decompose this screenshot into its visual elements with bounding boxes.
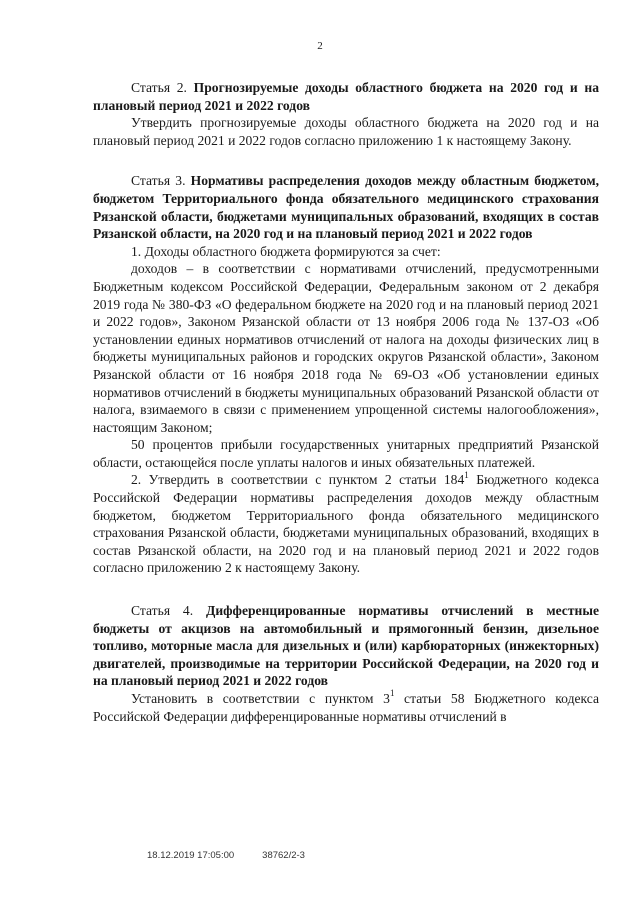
article-3-paragraph-3: 50 процентов прибыли государственных унитарных предприятий Рязанской области, остающейся после уплаты налогов и иных обязательных платежей.: [93, 437, 599, 470]
article-3-p4-superscript: 1: [464, 469, 469, 480]
article-4-p1-after: статьи 58 Бюджетного кодекса Российской Федерации дифференцированные нормативы отчислений в: [93, 691, 600, 724]
article-3-paragraph-4: [93, 471, 599, 577]
article-4-p1-before: Установить в соответствии с пунктом 3: [131, 691, 390, 706]
article-2-heading: [93, 79, 599, 114]
article-3-heading: [93, 172, 599, 242]
article-2-paragraph-1: Утвердить прогнозируемые доходы областного бюджета на 2020 год и на плановый период 2021 и 2022 годов согласно приложению 1 к настоящему Закону.: [93, 115, 599, 148]
document-body: [93, 79, 599, 725]
spacer: [93, 149, 599, 172]
article-4-title: Дифференцированные нормативы отчислений в местные бюджеты от акцизов на автомобильный и прямогонный бензин, дизельное топливо, моторные масла для дизельных и (или) карбюраторных (инжекторных) двигателей, производимые на территории Российской Федерации, на 2020 год и на плановый период 2021 и 2022 годов: [93, 603, 599, 689]
page-number: 2: [317, 40, 323, 52]
article-3-paragraph-2: доходов – в соответствии с нормативами отчислений, предусмотренными Бюджетным кодексом Российской Федерации, Федеральным законом от 2 декабря 2019 года № 380-ФЗ «О федеральном бюджете на 2020 год и на плановый период 2021 и 2022 годов», Законом Рязанской области от 13 ноября 2006 года № 137-ОЗ «Об установлении единых нормативов отчислений от налога на доходы физических лиц в бюджеты муниципальных районов и городских округов Рязанской области», Законом Рязанской области от 16 ноября 2018 года № 69-ОЗ «Об установлении единых нормативов отчислений в бюджеты муниципальных образований Рязанской области от налога, взимаемого в связи с применением упрощенной системы налогообложения», настоящим Законом;: [93, 261, 599, 435]
footer-doc-id: 38762/2-3: [262, 850, 305, 861]
article-2-prefix: Статья 2.: [131, 80, 194, 95]
article-3-title: Нормативы распределения доходов между областным бюджетом, бюджетом Территориального фонда обязательного медицинского страхования Рязанской области, бюджетами муниципальных образований, входящих в состав Рязанской области, на 2020 год и на плановый период 2021 и 2022 годов: [93, 173, 599, 242]
spacer: [93, 577, 599, 602]
article-3-paragraph-1: 1. Доходы областного бюджета формируются за счет:: [131, 243, 441, 259]
article-3-p4-after: Бюджетного кодекса Российской Федерации нормативы распределения доходов между областным бюджетом, бюджетом Территориального фонда обязательного медицинского страхования Рязанской области, бюджетами муниципальных образований, входящих в состав Рязанской области, на 2020 год и на плановый период 2021 и 2022 годов согласно приложению 2 к настоящему Закону.: [93, 472, 599, 576]
page-footer: [147, 850, 333, 861]
article-3-p4-before: 2. Утвердить в соответствии с пунктом 2 статьи 184: [131, 472, 465, 488]
article-2-title: Прогнозируемые доходы областного бюджета на 2020 год и на плановый период 2021 и 2022 годов: [93, 80, 600, 113]
article-4-heading: [93, 602, 599, 690]
article-4-p1-superscript: 1: [389, 688, 395, 699]
article-3-prefix: Статья 3.: [131, 173, 191, 189]
footer-datetime: 18.12.2019 17:05:00: [147, 850, 235, 861]
article-4-paragraph-1: [93, 690, 599, 725]
article-4-prefix: Статья 4.: [131, 603, 206, 619]
